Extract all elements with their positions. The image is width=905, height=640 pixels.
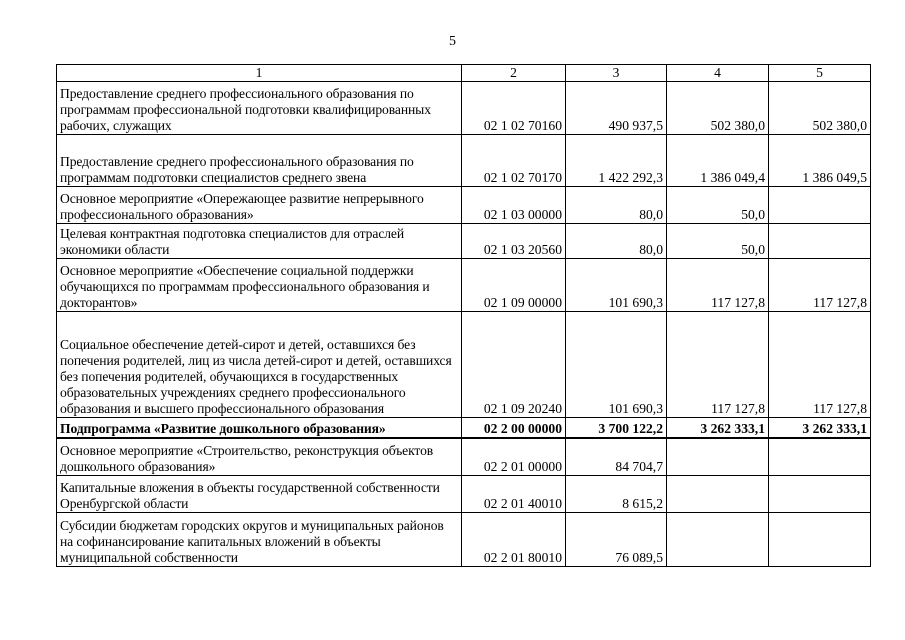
row-value-col3-cell: 80,0 [566,187,667,224]
row-name-cell: Социальное обеспечение детей-сирот и детей, оставшихся без попечения родителей, лиц из числа детей-сирот и детей, оставшихся без попечения родителей, обучающихся в государственных образовательных учреждениях среднего профессионального образования и высшего профессионального образования [57,312,462,418]
row-name-cell: Капитальные вложения в объекты государственной собственности Оренбургской области [57,476,462,513]
row-value-col4-cell [667,438,769,476]
row-value-col3-cell: 3 700 122,2 [566,418,667,439]
row-code-cell: 02 2 01 80010 [462,513,566,567]
row-code-cell: 02 2 00 00000 [462,418,566,439]
row-name-cell: Предоставление среднего профессионального образования по программам подготовки специалистов среднего звена [57,135,462,187]
row-name-cell: Основное мероприятие «Опережающее развитие непрерывного профессионального образования» [57,187,462,224]
header-col-2: 2 [462,65,566,82]
table-row [57,259,871,312]
table-row [57,135,871,187]
row-value-col5-cell [769,438,871,476]
row-value-col4-cell [667,513,769,567]
row-code-cell: 02 1 03 20560 [462,224,566,259]
table-row [57,187,871,224]
row-value-col3-cell: 76 089,5 [566,513,667,567]
row-name-cell: Целевая контрактная подготовка специалистов для отраслей экономики области [57,224,462,259]
header-col-3: 3 [566,65,667,82]
row-name-cell: Предоставление среднего профессионального образования по программам профессиональной подготовки квалифицированных рабочих, служащих [57,82,462,135]
header-col-1: 1 [57,65,462,82]
budget-table-body [57,65,871,567]
row-value-col3-cell: 1 422 292,3 [566,135,667,187]
row-value-col3-cell: 80,0 [566,224,667,259]
row-value-col4-cell [667,476,769,513]
row-value-col5-cell [769,224,871,259]
row-value-col4-cell: 502 380,0 [667,82,769,135]
row-name-cell: Субсидии бюджетам городских округов и муниципальных районов на софинансирование капитальных вложений в объекты муниципальной собственности [57,513,462,567]
row-value-col4-cell: 117 127,8 [667,259,769,312]
row-value-col5-cell: 502 380,0 [769,82,871,135]
row-name-cell: Основное мероприятие «Строительство, реконструкция объектов дошкольного образования» [57,438,462,476]
row-code-cell: 02 1 09 20240 [462,312,566,418]
budget-table [56,64,871,567]
row-code-cell: 02 1 03 00000 [462,187,566,224]
row-value-col4-cell: 117 127,8 [667,312,769,418]
row-value-col4-cell: 50,0 [667,187,769,224]
row-code-cell: 02 1 09 00000 [462,259,566,312]
row-value-col3-cell: 490 937,5 [566,82,667,135]
table-row [57,418,871,439]
row-name-cell: Основное мероприятие «Обеспечение социальной поддержки обучающихся по программам профессионального образования и докторантов» [57,259,462,312]
header-col-4: 4 [667,65,769,82]
row-value-col5-cell [769,187,871,224]
row-value-col4-cell: 1 386 049,4 [667,135,769,187]
table-row [57,438,871,476]
table-row [57,82,871,135]
page-number: 5 [449,34,456,49]
header-col-5: 5 [769,65,871,82]
table-row [57,312,871,418]
row-value-col4-cell: 3 262 333,1 [667,418,769,439]
row-code-cell: 02 1 02 70160 [462,82,566,135]
row-value-col5-cell: 3 262 333,1 [769,418,871,439]
row-value-col5-cell [769,476,871,513]
row-value-col3-cell: 84 704,7 [566,438,667,476]
row-code-cell: 02 1 02 70170 [462,135,566,187]
row-value-col4-cell: 50,0 [667,224,769,259]
row-value-col3-cell: 101 690,3 [566,259,667,312]
row-name-cell: Подпрограмма «Развитие дошкольного образования» [57,418,462,439]
row-value-col3-cell: 101 690,3 [566,312,667,418]
row-value-col5-cell: 117 127,8 [769,259,871,312]
row-value-col5-cell [769,513,871,567]
row-code-cell: 02 2 01 40010 [462,476,566,513]
table-row [57,513,871,567]
table-row [57,224,871,259]
row-value-col5-cell: 1 386 049,5 [769,135,871,187]
row-value-col5-cell: 117 127,8 [769,312,871,418]
row-code-cell: 02 2 01 00000 [462,438,566,476]
table-row [57,476,871,513]
table-header-row [57,65,871,82]
row-value-col3-cell: 8 615,2 [566,476,667,513]
